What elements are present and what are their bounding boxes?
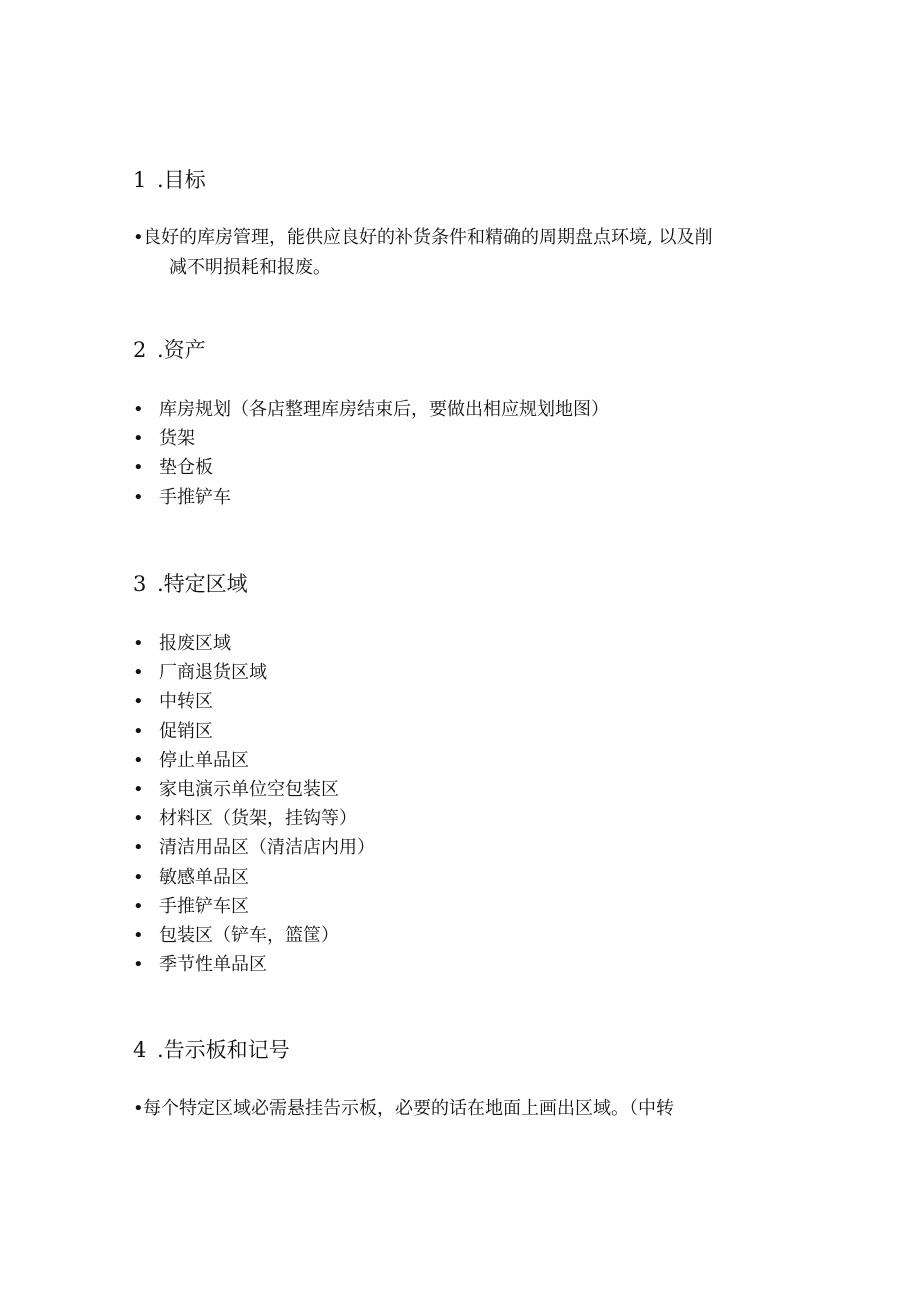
bullet: • — [133, 1098, 144, 1119]
list-item-label: 厂商退货区域 — [159, 662, 267, 684]
list-item-label: 材料区（货架，挂钩等） — [159, 808, 357, 830]
section-title: .资产 — [157, 338, 206, 362]
bullet: • — [133, 837, 144, 859]
paragraph-line: 每个特定区域必需悬挂告示板，必要的话在地面上画出区域。（中转 — [143, 1098, 674, 1119]
bullet: • — [133, 399, 144, 420]
bullet: • — [133, 457, 144, 479]
section-1-heading — [133, 166, 206, 194]
paragraph-line: 减不明损耗和报废。 — [169, 257, 331, 278]
bullet: • — [133, 633, 144, 654]
bullet: • — [133, 808, 144, 830]
section-number: 1 — [133, 168, 147, 192]
bullet: • — [133, 749, 144, 771]
list-item-label: 手推铲车区 — [159, 895, 249, 917]
bullet: • — [133, 691, 144, 713]
list-item-label: 敏感单品区 — [159, 866, 249, 888]
section-title: .目标 — [157, 168, 206, 192]
section-title: .告示板和记号 — [157, 1038, 290, 1062]
list-item-label: 清洁用品区（清洁店内用） — [159, 837, 375, 859]
bullet: • — [133, 895, 144, 917]
bullet: • — [133, 720, 144, 742]
list-item-label: 家电演示单位空包装区 — [159, 778, 339, 800]
bullet: • — [133, 428, 144, 450]
section-number: 3 — [133, 572, 147, 596]
section-2-heading — [133, 336, 206, 364]
section-4-paragraph — [133, 1094, 793, 1124]
bullet: • — [133, 866, 144, 888]
section-title: .特定区域 — [157, 572, 248, 596]
list-item-label: 促销区 — [159, 720, 213, 742]
paragraph-line: 良好的库房管理，能供应良好的补货条件和精确的周期盘点环境, 以及削 — [143, 227, 713, 248]
bullet: • — [133, 486, 144, 508]
bullet: • — [133, 954, 144, 976]
bullet: • — [133, 778, 144, 800]
list-item-label: 垫仓板 — [159, 457, 213, 479]
bullet: • — [133, 662, 144, 684]
list-item-label: 停止单品区 — [159, 749, 249, 771]
list-item-label: 中转区 — [159, 691, 213, 713]
section-number: 4 — [133, 1038, 147, 1062]
list-item-label: 手推铲车 — [159, 486, 231, 508]
section-3-heading — [133, 570, 248, 598]
list-item-label: 库房规划（各店整理库房结束后，要做出相应规划地图） — [159, 399, 609, 420]
list-item-label: 货架 — [159, 428, 195, 450]
bullet: • — [133, 227, 144, 248]
section-number: 2 — [133, 338, 147, 362]
list-item-label: 包装区（铲车，篮筐） — [159, 924, 339, 946]
section-4-heading — [133, 1036, 290, 1064]
section-1-paragraph — [133, 223, 793, 283]
list-item-label: 报废区域 — [159, 633, 231, 654]
bullet: • — [133, 924, 144, 946]
list-item-label: 季节性单品区 — [159, 954, 267, 976]
